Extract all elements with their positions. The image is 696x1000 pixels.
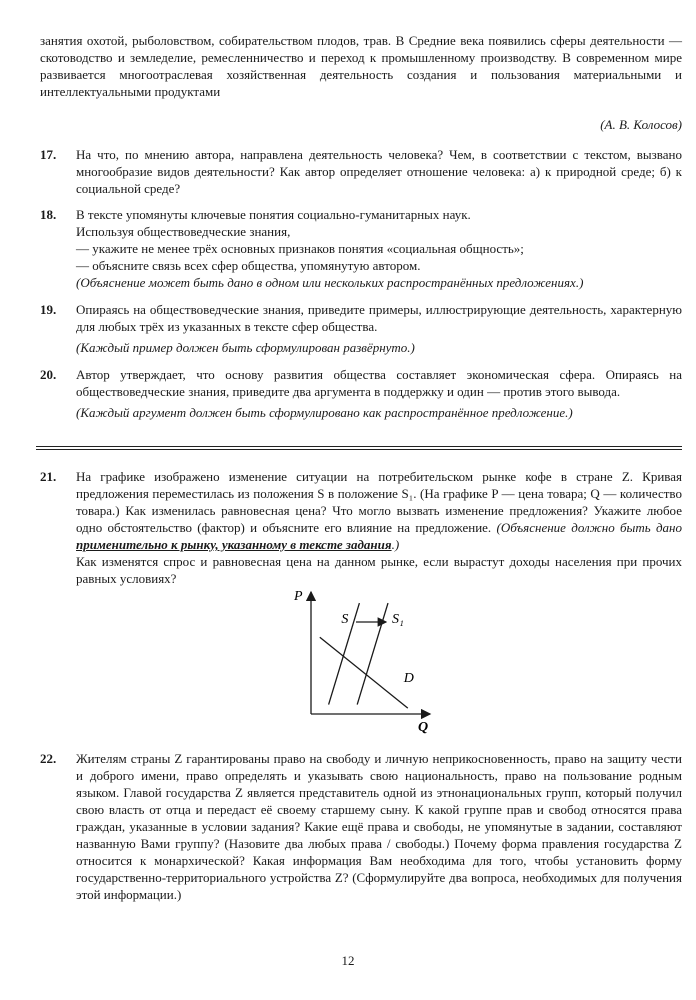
question-text: Жителям страны Z гарантированы право на свободу и личную неприкосновенность, право на защиту чести и доброго имени, право определять и указывать свою национальность, право на пользование родным языком. Главой государства Z является представитель одной из этнонациональных групп, который получил свою власть от отца и передаст её своему старшему сыну. К какой группе прав и свобод относятся права граждан, указанные в условии задания? Какие ещё права и свободы, не упомянутые в задании, составляют названную Вами группу? (Назовите два любых права / свободы.) Почему форма правления государства Z относится к монархической? Какая информация Вам необходима для того, чтобы установить форму государственно-территориального устройства Z? (Сформулируйте два вопроса, необходимых для получения этой информации.) <box>76 751 682 902</box>
y-axis-label: P <box>294 589 303 604</box>
question-text: Автор утверждает, что основу развития общества составляет экономическая сфера. Опираясь на обществоведческие знания, приведите два аргумента в поддержку и один — против этого вывода. <box>76 367 682 399</box>
question-22 <box>40 750 682 903</box>
curve-label-s1: S₁ <box>392 612 404 628</box>
question-number: 17. <box>40 147 57 162</box>
question-18 <box>40 206 682 291</box>
question-text: В тексте упомянуты ключевые понятия социально-гуманитарных наук. <box>76 207 471 222</box>
curve-label-d: D <box>403 671 414 687</box>
question-number: 20. <box>40 367 57 382</box>
question-note: (Каждый аргумент должен быть сформулировано как распространённое предложение.) <box>76 405 573 420</box>
curve-d <box>320 637 408 708</box>
question-text: Опираясь на обществоведческие знания, приведите примеры, иллюстрирующие деятельность, характерную для любых трёх из указанных в тексте сфер общества. <box>76 302 682 334</box>
question-21 <box>40 468 682 587</box>
page-number: 12 <box>341 953 355 968</box>
curve-s1 <box>357 603 388 704</box>
question-19 <box>40 301 682 356</box>
question-note: (Каждый пример должен быть сформулирован развёрнуто.) <box>76 340 415 355</box>
question-number: 18. <box>40 207 57 222</box>
question-number: 22. <box>40 751 57 766</box>
question-text: Используя обществоведческие знания, <box>76 224 291 239</box>
intro-paragraph: занятия охотой, рыболовством, собирательством плодов, трав. В Средние века появились сферы деятельности — скотоводство и земледелие, ремесленничество и переход к промышленному производству. В современном мире развивается многоотраслевая хозяйственная деятельность создания и пользования материальными и интеллектуальными продуктами <box>40 33 682 99</box>
question-text: На что, по мнению автора, направлена деятельность человека? Чем, в соответствии с текстом, вызвано многообразие видов деятельности? Как автор определяет отношение человека: а) к природной среде; б) к социальной среде? <box>76 147 682 196</box>
x-axis-label: Q <box>418 720 429 735</box>
question-number: 21. <box>40 469 57 484</box>
section-divider <box>36 446 682 447</box>
curve-label-s: S <box>341 612 349 628</box>
section-divider <box>36 449 682 450</box>
question-text: — объясните связь всех сфер общества, упомянутую автором. <box>76 258 421 273</box>
question-text: Как изменятся спрос и равновесная цена на данном рынке, если вырастут доходы населения при прочих равных условиях? <box>76 554 682 586</box>
question-number: 19. <box>40 302 57 317</box>
question-17 <box>40 146 682 197</box>
question-text: — укажите не менее трёх основных признаков понятия «социальная общность»; <box>76 241 524 256</box>
question-text: На графике изображено изменение ситуации на потребительском рынке кофе в стране Z. Кривая предложения переместилась из положения S в положение S₁. (На графике P — цена товара; Q — количество товара.) Как изменилась равновесная цена? Что могло вызвать изменение предложения? Укажите любое одно обстоятельство (фактор) и объясните его влияние на предложение. (Объяснение должно быть дано применительно к рынку, указанному в тексте задания.) <box>76 469 682 552</box>
question-20 <box>40 366 682 421</box>
question-note: (Объяснение может быть дано в одном или нескольких распространённых предложениях.) <box>76 275 584 290</box>
author-credit: (А. В. Колосов) <box>600 117 682 132</box>
supply-demand-chart <box>280 586 440 736</box>
